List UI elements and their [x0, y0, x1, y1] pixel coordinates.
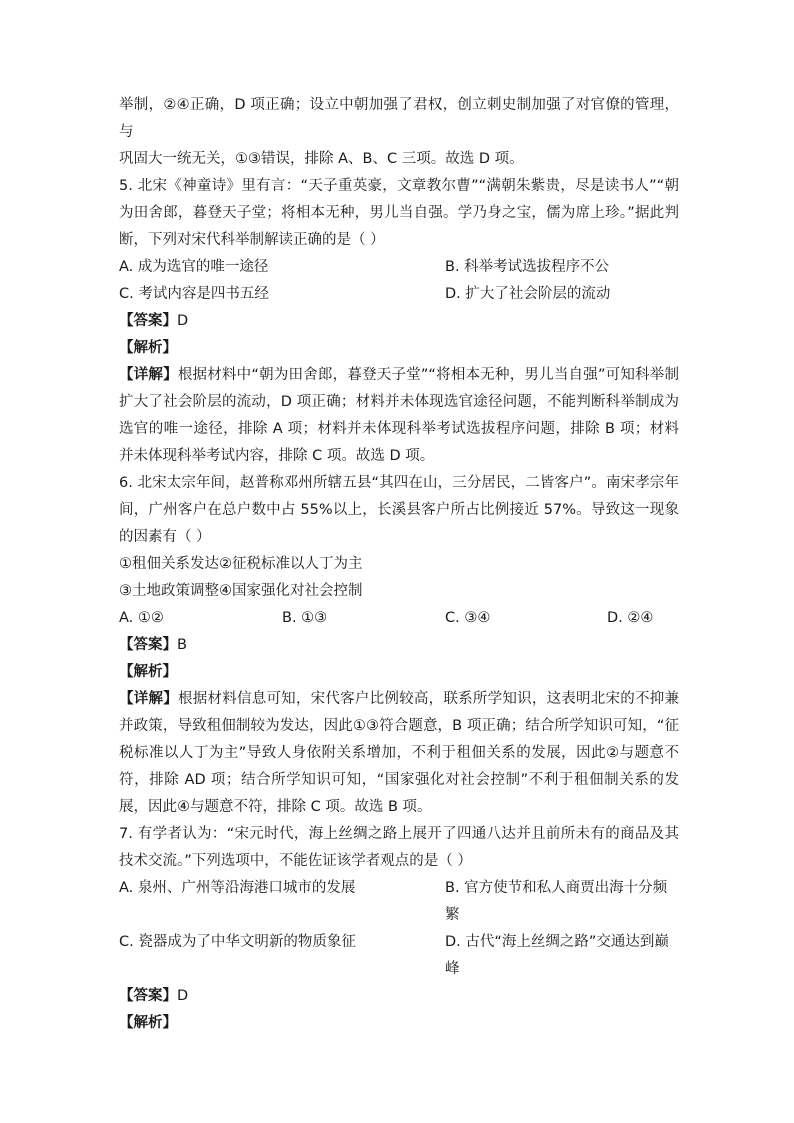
question-5-option-b: B. 科举考试选拔程序不公 [445, 259, 610, 275]
question-6-stem: 6. 北宋太宗年间，赵普称邓州所辖五县“其四在山，三分居民，二皆客户”。南宋孝宗年间，广州客户在总户数中占 55%以上，长溪县客户所占比例接近 57%。导致这一现象的因素有（ ） [119, 475, 679, 545]
question-7-answer [119, 983, 679, 1010]
question-5-analysis-label: 【解析】 [119, 340, 177, 356]
intro-paragraph [119, 92, 679, 173]
detail-text: 根据材料中“朝为田舍郎，暮登天子堂”“将相本无种，男儿当自强”可知科举制扩大了社会阶层的流动，D 项正确；材料并未体现选官途径问题，不能判断科举制成为选官的唯一途径，排除 A 项；材料并未体现科举考试选拔程序问题，排除 B 项；材料并未体现科举考试内容，排除 C 项。故选 D 项。 [119, 367, 680, 464]
answer-value: B [177, 637, 187, 653]
question-6-analysis-label: 【解析】 [119, 664, 177, 680]
answer-label: 【答案】 [119, 313, 177, 329]
question-6-answer [119, 632, 679, 659]
question-5-detail [119, 362, 679, 470]
question-6-detail [119, 686, 679, 821]
question-6-option-a: A. ①② [119, 610, 164, 626]
detail-label: 【详解】 [119, 691, 178, 707]
detail-text: 根据材料信息可知，宋代客户比例较高，联系所学知识，这表明北宋的不抑兼并政策，导致租佃制较为发达，因此①③符合题意，B 项正确；结合所学知识可知，“征税标准以人丁为主”导致人身依附关系增加，不利于租佃关系的发展，因此②与题意不符，排除 AD 项；结合所学知识可知，“国家强化对社会控制”不利于租佃制关系的发展，因此④与题意不符，排除 C 项。故选 B 项。 [119, 691, 680, 815]
question-5-options-row-1 [119, 254, 679, 281]
question-5-stem: 5. 北宋《神童诗》里有言：“天子重英豪，文章教尔曹”“满朝朱紫贵，尽是读书人”“朝为田舍郎，暮登天子堂；将相本无种，男儿当自强。学乃身之宝，儒为席上珍。”据此判断，下列对宋代科举制解读正确的是（ ） [119, 178, 679, 248]
question-7-option-a: A. 泉州、广州等沿海港口城市的发展 [119, 880, 356, 896]
question-6-option-d: D. ②④ [607, 610, 654, 626]
question-5-option-d: D. 扩大了社会阶层的流动 [445, 286, 611, 302]
question-7-option-b: B. 官方使节和私人商贾出海十分频繁 [445, 880, 668, 923]
question-7-options-row-2 [119, 929, 679, 983]
question-5-option-c: C. 考试内容是四书五经 [119, 286, 269, 302]
document-page [119, 92, 679, 1037]
question-5-options-row-2 [119, 281, 679, 308]
answer-label: 【答案】 [119, 988, 177, 1004]
question-6-items-line-1: ①租佃关系发达②征税标准以人丁为主 [119, 556, 363, 572]
question-6-option-b: B. ①③ [282, 610, 328, 626]
question-7-options-row-1 [119, 875, 679, 929]
answer-label: 【答案】 [119, 637, 177, 653]
question-7-option-d: D. 古代“海上丝绸之路”交通达到巅峰 [445, 934, 669, 977]
question-6-items-line-2: ③土地政策调整④国家强化对社会控制 [119, 583, 363, 599]
question-6-option-c: C. ③④ [445, 610, 491, 626]
question-7-analysis-label: 【解析】 [119, 1015, 177, 1031]
answer-value: D [177, 313, 189, 329]
question-7-option-c: C. 瓷器成为了中华文明新的物质象征 [119, 934, 356, 950]
question-7-stem: 7. 有学者认为：“宋元时代，海上丝绸之路上展开了四通八达并且前所未有的商品及其技术交流。”下列选项中，不能佐证该学者观点的是（ ） [119, 826, 679, 869]
question-6-options-row [119, 605, 679, 632]
intro-line-2: 巩固大一统无关，①③错误，排除 A、B、C 三项。故选 D 项。 [119, 151, 524, 167]
detail-label: 【详解】 [119, 367, 178, 383]
question-5-answer [119, 308, 679, 335]
answer-value: D [177, 988, 189, 1004]
intro-line-1: 举制，②④正确，D 项正确；设立中朝加强了君权，创立刺史制加强了对官僚的管理，与 [119, 97, 679, 140]
question-5-option-a: A. 成为选官的唯一途径 [119, 259, 269, 275]
